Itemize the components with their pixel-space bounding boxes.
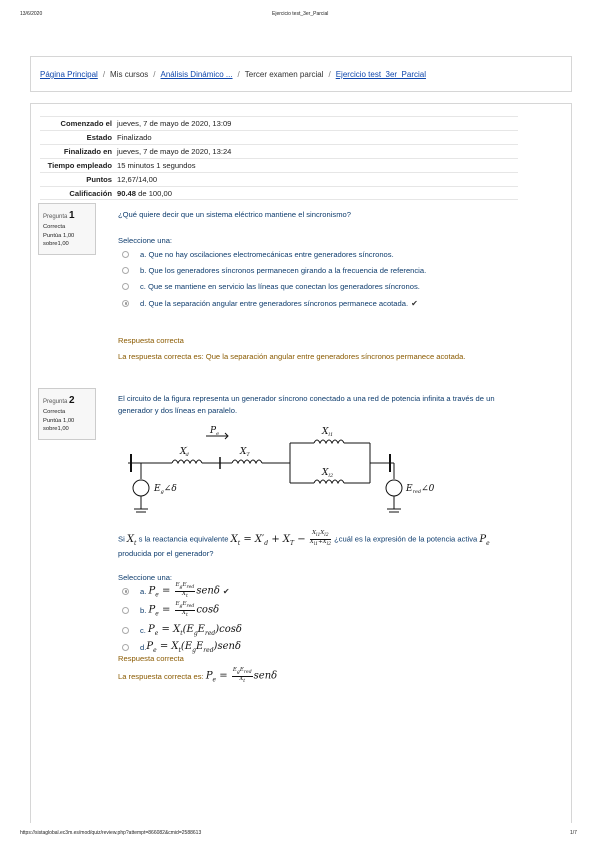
q2-feedback-title: Respuesta correcta — [118, 654, 184, 663]
xt-label: $X_T$ — [240, 447, 250, 458]
grade-value: 90.48 — [117, 188, 137, 198]
summary-value: jueves, 7 de mayo de 2020, 13:24 — [117, 147, 232, 156]
radio-button[interactable] — [122, 627, 129, 634]
q1-option-c[interactable] — [122, 280, 420, 292]
print-title: Ejercicio test_3er_Parcial — [272, 11, 329, 17]
eg-label: $E_g\angle\delta$ — [154, 484, 177, 495]
print-page: 1/7 — [570, 830, 577, 836]
option-formula: $P_e$ = $\frac{E_gE_{red}}{X_t}$ cosδ — [148, 600, 220, 618]
q1-option-a[interactable] — [122, 248, 394, 260]
q2-option-c[interactable] — [122, 624, 242, 636]
summary-label: Puntos — [86, 175, 112, 184]
radio-button[interactable] — [122, 283, 129, 290]
breadcrumb-sep: / — [102, 70, 106, 79]
feedback-formula: $P_e$ = $\frac{E_gE_{red}}{X_t}$ senδ — [205, 667, 278, 684]
summary-row — [40, 144, 518, 158]
question-2-info — [38, 388, 96, 440]
print-url: https://sistaglobal.ec3m.es/mod/quiz/review.php?attempt=866082&cmid=2588613 — [20, 830, 202, 836]
option-label: b. — [140, 605, 147, 615]
breadcrumb-course-link[interactable]: Análisis Dinámico ... — [160, 70, 233, 79]
question-1-prompt: Seleccione una: — [118, 236, 173, 245]
breadcrumb-home-link[interactable]: Página Principal — [40, 70, 98, 79]
breadcrumb-sep: / — [237, 70, 240, 79]
check-icon: ✔ — [222, 586, 230, 596]
q2-text-pre: Si — [118, 534, 125, 544]
xt-math: $X_t$ — [126, 533, 137, 547]
radio-button[interactable] — [122, 251, 129, 258]
radio-button-selected[interactable] — [122, 588, 129, 595]
summary-row — [40, 172, 518, 186]
question-label: Pregunta — [43, 214, 68, 220]
question-number — [43, 208, 91, 223]
option-label: c. Que se mantiene en servicio las líneas que conectan los generadores síncronos. — [140, 281, 420, 291]
option-formula: $P_e = X_t(E_gE_{red})\cos\delta$ — [148, 623, 242, 637]
print-date: 13/6/2020 — [20, 11, 43, 17]
question-num: 2 — [69, 395, 75, 406]
option-label: c. — [140, 625, 146, 635]
breadcrumb-courses: Mis cursos — [110, 70, 149, 79]
summary-row — [40, 130, 518, 144]
radio-button[interactable] — [122, 644, 129, 651]
q2-option-d[interactable] — [122, 641, 241, 653]
summary-label: Finalizado en — [63, 147, 112, 156]
q2-option-a[interactable] — [122, 581, 230, 599]
option-formula: $P_e = X_t(E_gE_{red})sen\delta$ — [146, 640, 241, 654]
xd-label: X′ d — [180, 446, 189, 458]
q1-feedback: La respuesta correcta es: Que la separación angular entre generadores síncronos permanece acotada. — [118, 352, 466, 361]
option-label: b. Que los generadores síncronos permanecen girando a la frecuencia de referencia. — [140, 265, 427, 275]
question-score: Puntúa 1,00 — [43, 232, 75, 239]
equivalent-reactance-math: $X_t = X'_d + X_T$ − $\frac{X_{l1}X_{l2}}{X_{l1}+X_{l2}}$ — [230, 530, 331, 547]
question-label: Pregunta — [43, 399, 68, 405]
q1-option-b[interactable] — [122, 264, 426, 276]
question-number — [43, 393, 91, 408]
breadcrumb-sep: / — [153, 70, 156, 79]
radio-button[interactable] — [122, 267, 129, 274]
summary-row — [40, 186, 518, 200]
q2-text-end: producida por el generador? — [118, 549, 214, 559]
radio-button-selected[interactable] — [122, 300, 129, 307]
summary-label: Tiempo empleado — [47, 161, 112, 170]
summary-row — [40, 116, 518, 130]
pe-math: $P_e$ — [479, 533, 490, 547]
summary-label: Estado — [86, 133, 112, 142]
summary-value: Finalizado — [117, 133, 152, 142]
check-icon: ✔ — [411, 298, 418, 308]
circuit-diagram — [128, 421, 458, 523]
question-state: Correcta — [43, 409, 66, 415]
xl2-label: $X_{l2}$ — [322, 468, 334, 479]
question-1-text: ¿Qué quiere decir que un sistema eléctrico mantiene el sincronismo? — [118, 210, 351, 219]
q2-text-mid: s la reactancia equivalente — [138, 534, 229, 544]
breadcrumb-quiz-link[interactable]: Ejercicio test_3er_Parcial — [335, 70, 426, 79]
question-2-prompt: Seleccione una: — [118, 573, 173, 582]
breadcrumb-sep: / — [328, 70, 331, 79]
q2-text-post: ¿cuál es la expresión de la potencia activa — [334, 534, 478, 544]
question-num: 1 — [69, 210, 75, 221]
question-max: sobre1,00 — [43, 426, 69, 433]
option-label: a. Que no hay oscilaciones electromecánicas entre generadores síncronos. — [140, 249, 394, 259]
q2-feedback — [118, 668, 277, 684]
question-1-info — [38, 203, 96, 255]
attempt-summary-table — [40, 116, 518, 200]
summary-row — [40, 158, 518, 172]
question-2-text: El circuito de la figura representa un generador síncrono conectado a una red de potencia infinita a través de un generador y dos líneas en paralelo. — [118, 394, 495, 416]
question-max: sobre1,00 — [43, 241, 69, 248]
option-label: d. — [140, 642, 147, 652]
q2-option-b[interactable] — [122, 600, 220, 618]
xl1-label: $X_{l1}$ — [322, 427, 334, 438]
summary-value: jueves, 7 de mayo de 2020, 13:09 — [117, 119, 232, 128]
summary-value: 15 minutos 1 segundos — [117, 161, 196, 170]
question-2-formula-text — [118, 531, 518, 560]
question-score: Puntúa 1,00 — [43, 417, 75, 424]
breadcrumb-container — [30, 56, 572, 92]
option-label: a. — [140, 586, 147, 596]
q2-feedback-text: La respuesta correcta es: — [118, 671, 204, 681]
option-formula: $P_e$ = $\frac{E_gE_{red}}{X_t}$ senδ — [148, 581, 220, 599]
summary-label: Calificación — [69, 188, 112, 198]
pe-label: $P_e$ — [210, 426, 220, 437]
ered-label: $E_{red}\angle 0$ — [406, 484, 435, 495]
q1-option-d[interactable] — [122, 297, 418, 309]
summary-value: 12,67/14,00 — [117, 175, 158, 184]
grade-max: de 100,00 — [138, 188, 172, 198]
breadcrumb — [40, 70, 426, 79]
radio-button[interactable] — [122, 607, 129, 614]
summary-value — [117, 189, 172, 198]
question-state: Correcta — [43, 224, 66, 230]
q1-feedback-title: Respuesta correcta — [118, 336, 184, 345]
summary-label: Comenzado el — [60, 119, 112, 128]
option-label: d. Que la separación angular entre generadores síncronos permanece acotada. — [140, 298, 409, 308]
breadcrumb-section: Tercer examen parcial — [244, 70, 324, 79]
